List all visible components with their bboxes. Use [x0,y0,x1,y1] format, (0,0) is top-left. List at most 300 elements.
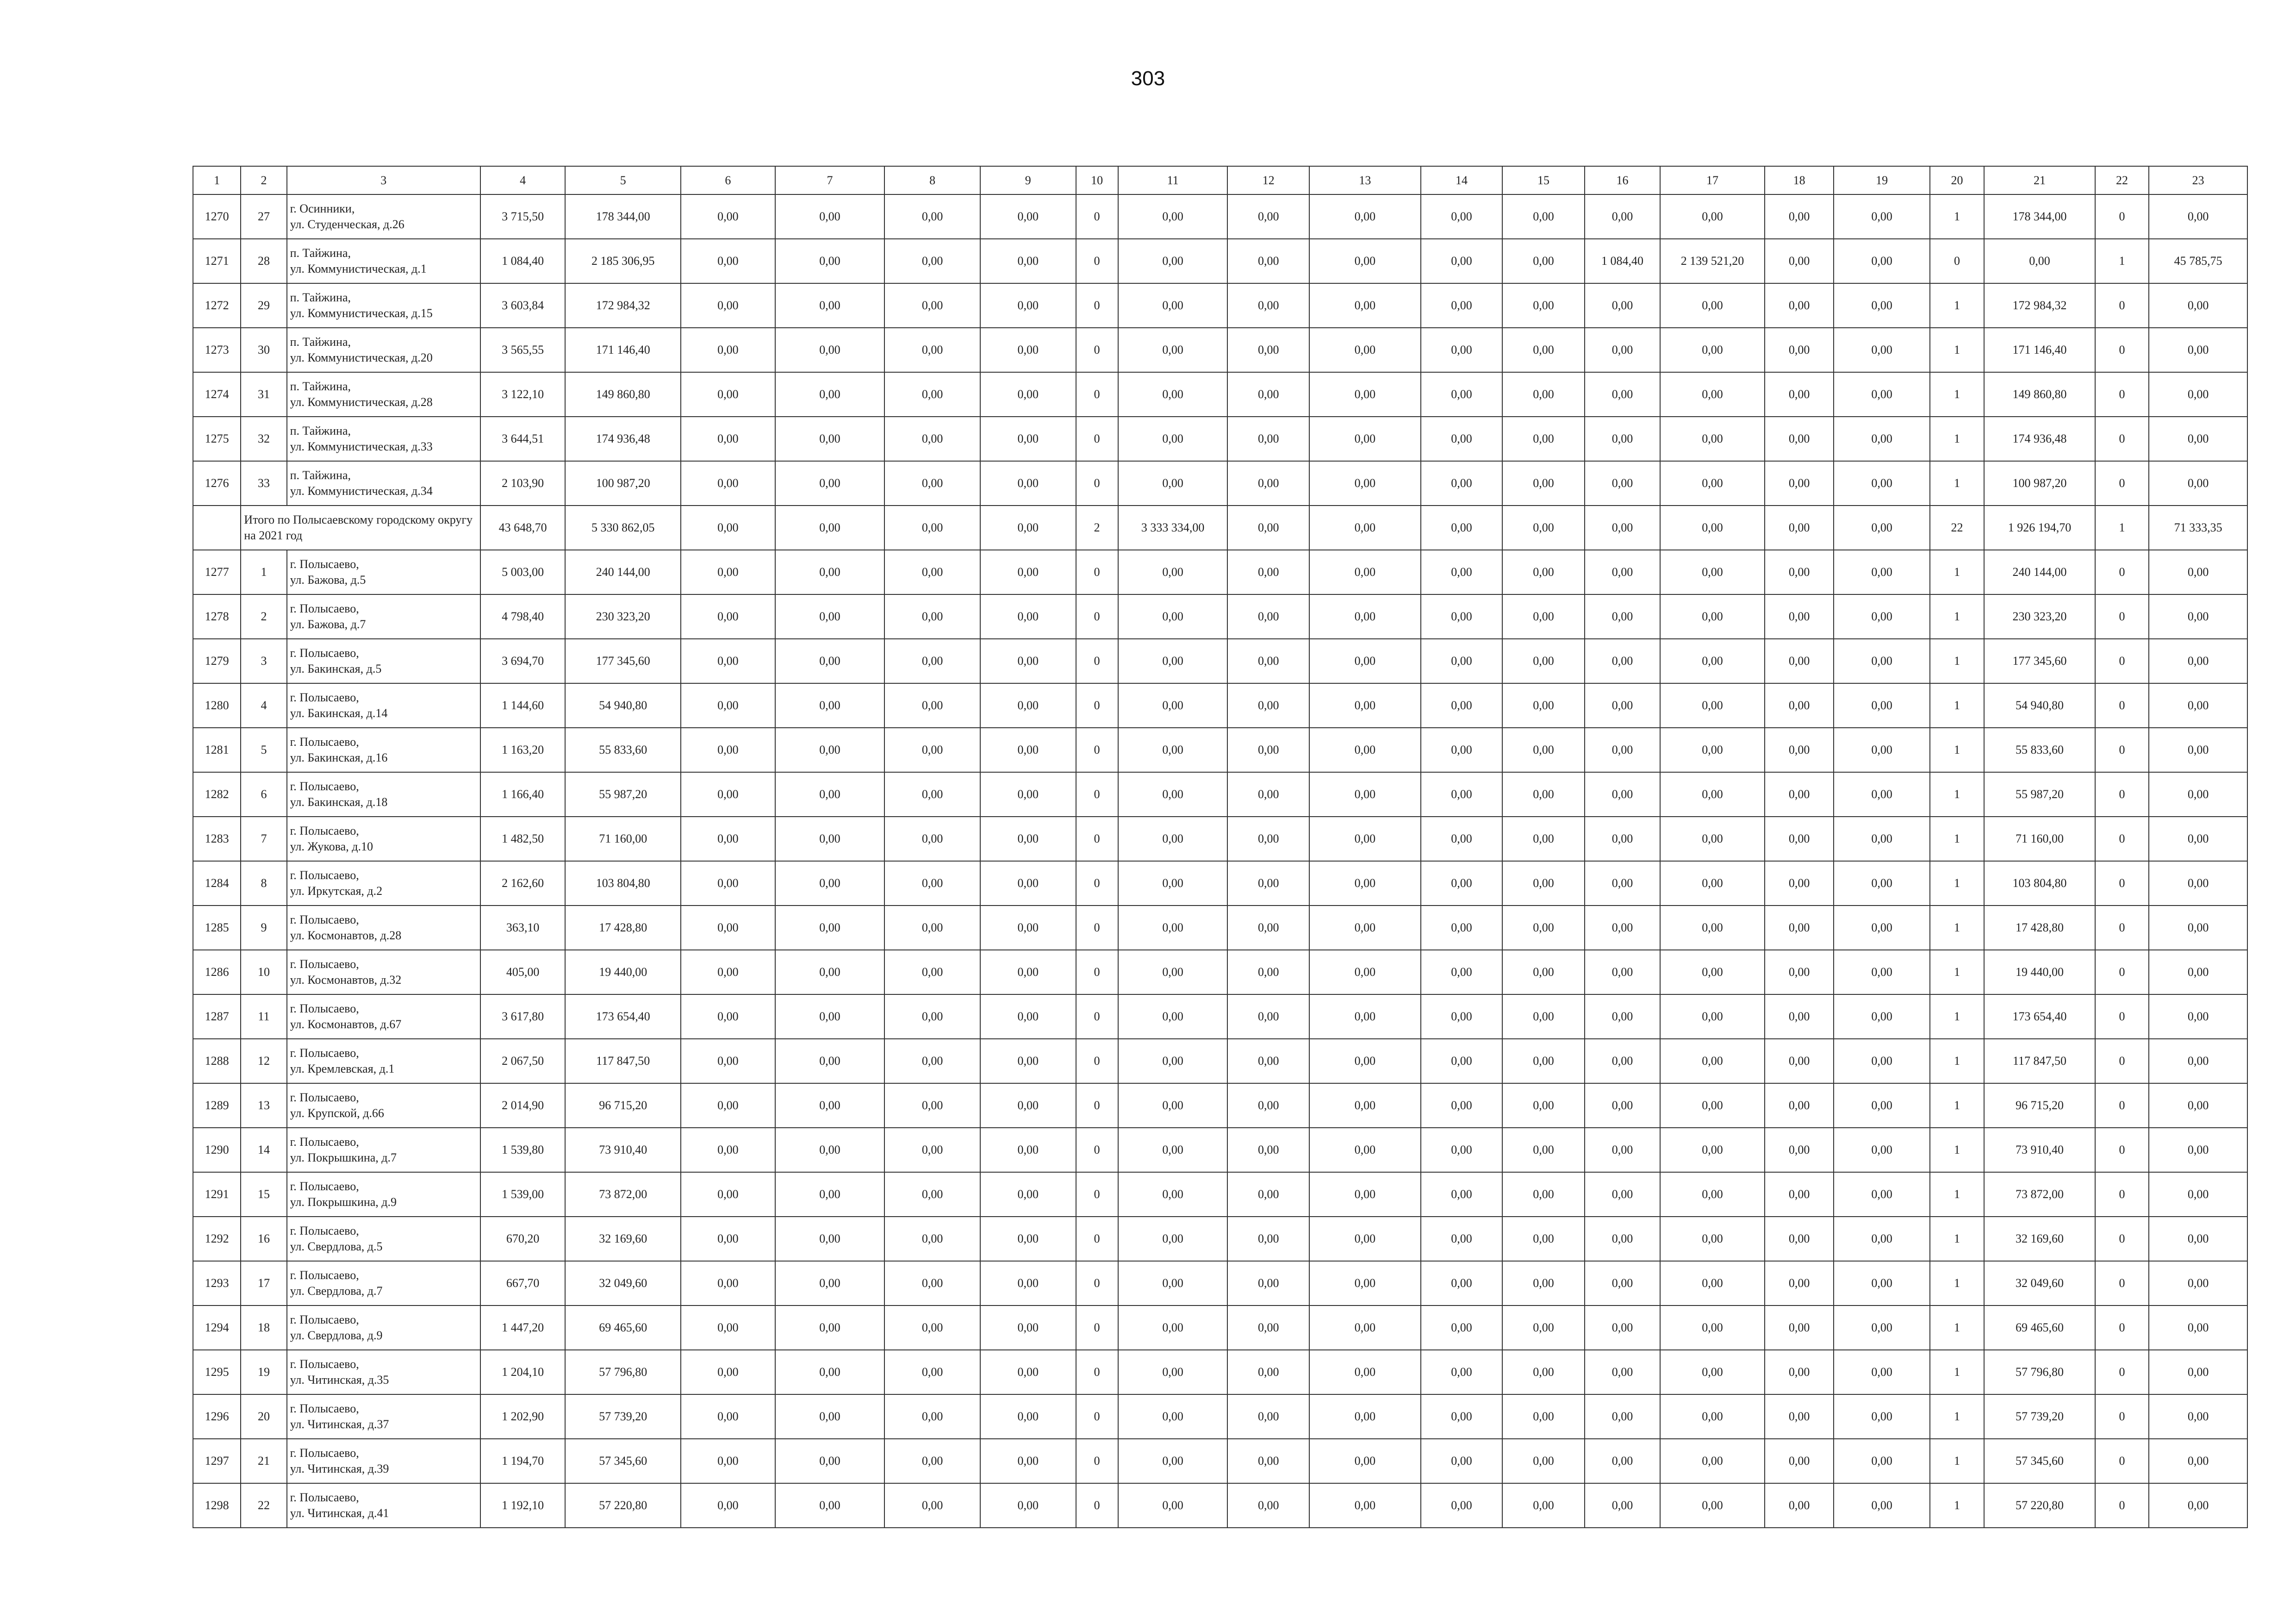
table-cell: 5 003,00 [480,550,566,594]
table-cell: 0,00 [1660,1394,1765,1439]
table-cell: 0,00 [1834,906,1930,950]
table-cell: 55 987,20 [565,772,681,817]
table-cell: 0,00 [1421,772,1503,817]
table-cell: 0,00 [2149,1394,2247,1439]
table-cell: 0,00 [1118,194,1228,239]
table-cell: 0,00 [1660,1305,1765,1350]
table-cell: 0,00 [1309,639,1421,683]
table-cell: 0,00 [1502,461,1585,506]
column-header: 17 [1660,166,1765,194]
table-cell: 0,00 [1585,906,1660,950]
table-cell: 13 [241,1083,286,1128]
table-cell: 31 [241,372,286,417]
table-cell: 0,00 [1421,1083,1503,1128]
table-row [193,594,2247,639]
table-cell: 1285 [193,906,241,950]
table-cell: 0,00 [1309,1350,1421,1394]
table-cell: 0,00 [1502,1439,1585,1483]
table-cell: 0,00 [775,817,885,861]
table-cell: 0,00 [1660,283,1765,328]
address-line: г. Полысаево, [290,1002,359,1015]
table-cell: 0,00 [1421,1172,1503,1217]
table-cell: 0,00 [2149,328,2247,372]
table-cell: 0,00 [775,594,885,639]
table-cell: 0,00 [775,772,885,817]
table-cell: 0,00 [1502,906,1585,950]
table-cell: 240 144,00 [565,550,681,594]
address-line: г. Полысаево, [290,1313,359,1326]
table-cell: 0,00 [2149,1483,2247,1528]
total-cell: 0,00 [775,506,885,550]
table-cell: 0,00 [1765,239,1834,283]
table-cell: 0,00 [681,1483,775,1528]
column-header: 2 [241,166,286,194]
table-cell: 0,00 [775,1083,885,1128]
table-cell: 0,00 [1421,328,1503,372]
table-cell: 0 [1076,772,1118,817]
table-row [193,1394,2247,1439]
table-cell: 57 739,20 [1984,1394,2095,1439]
table-cell: 0,00 [1585,639,1660,683]
table-cell: 178 344,00 [565,194,681,239]
table-cell: 0 [2095,906,2149,950]
table-row [193,994,2247,1039]
table-cell: 0,00 [2149,728,2247,772]
address-line: ул. Коммунистическая, д.28 [290,395,433,409]
table-cell: 0,00 [980,861,1076,906]
table-cell: 0,00 [2149,1261,2247,1305]
table-cell: 0,00 [980,283,1076,328]
table-cell: 0,00 [1834,861,1930,906]
table-cell: 0,00 [1227,239,1309,283]
column-header: 4 [480,166,566,194]
table-cell: 0,00 [1834,817,1930,861]
address-line: г. Полысаево, [290,1357,359,1371]
table-cell: 0,00 [1309,950,1421,994]
table-cell: 1 539,00 [480,1172,566,1217]
table-cell: 0 [1076,994,1118,1039]
table-row [193,906,2247,950]
address-line: г. Полысаево, [290,1446,359,1460]
table-cell: 0,00 [1227,1305,1309,1350]
table-cell: 0,00 [1118,1483,1228,1528]
table-cell: 0,00 [980,1394,1076,1439]
table-cell: 0,00 [1227,1128,1309,1172]
total-cell: 2 [1076,506,1118,550]
table-cell: 1 [1930,594,1984,639]
table-cell: 0 [2095,1483,2149,1528]
table-cell: 0,00 [1118,994,1228,1039]
table-cell: 0,00 [1118,728,1228,772]
table-cell: 0,00 [884,550,980,594]
table-cell: 0,00 [1227,906,1309,950]
table-cell: 0,00 [1118,550,1228,594]
address-line: ул. Коммунистическая, д.34 [290,484,433,498]
table-cell: 0,00 [1421,1439,1503,1483]
table-cell: 0,00 [1118,283,1228,328]
table-cell: 0,00 [1227,950,1309,994]
table-cell: 173 654,40 [1984,994,2095,1039]
total-cell: 0,00 [1585,506,1660,550]
table-cell: 0,00 [980,1350,1076,1394]
table-cell: 55 833,60 [1984,728,2095,772]
table-cell: 0,00 [1421,283,1503,328]
address-line: ул. Свердлова, д.7 [290,1284,383,1298]
table-cell: 0,00 [884,683,980,728]
address-cell [287,906,480,950]
column-header: 19 [1834,166,1930,194]
table-cell: 1297 [193,1439,241,1483]
table-cell: 0,00 [1421,994,1503,1039]
table-cell: 0 [2095,328,2149,372]
table-cell: 0,00 [1227,372,1309,417]
table-cell: 1274 [193,372,241,417]
table-cell: 0,00 [980,994,1076,1039]
page-number: 303 [1131,67,1165,90]
address-line: г. Полысаево, [290,735,359,749]
table-cell: 0,00 [681,594,775,639]
table-cell: 0,00 [980,817,1076,861]
address-cell [287,239,480,283]
table-cell: 1 [1930,1394,1984,1439]
table-cell: 0,00 [1502,1261,1585,1305]
table-cell: 171 146,40 [565,328,681,372]
table-cell: 174 936,48 [565,417,681,461]
table-cell: 0,00 [1834,283,1930,328]
address-cell [287,817,480,861]
table-cell: 103 804,80 [1984,861,2095,906]
table-cell: 0,00 [1834,639,1930,683]
table-cell: 28 [241,239,286,283]
column-header: 12 [1227,166,1309,194]
column-header: 7 [775,166,885,194]
table-cell: 0,00 [1309,1483,1421,1528]
table-cell: 0,00 [681,1305,775,1350]
table-cell: 0 [2095,683,2149,728]
table-cell: 1270 [193,194,241,239]
table-cell: 0,00 [1660,772,1765,817]
table-cell: 0 [1076,817,1118,861]
table-cell: 1283 [193,817,241,861]
table-cell: 0,00 [775,328,885,372]
address-line: г. Полысаево, [290,824,359,837]
table-cell: 0,00 [1502,1128,1585,1172]
table-cell: 0 [2095,1039,2149,1083]
table-cell: 0,00 [980,372,1076,417]
table-cell: 0,00 [1660,1261,1765,1305]
table-cell: 0,00 [1421,728,1503,772]
table-cell: 0,00 [775,461,885,506]
table-cell: 1 [2095,239,2149,283]
table-cell: 2 185 306,95 [565,239,681,283]
table-row [193,1261,2247,1305]
table-cell: 0,00 [1660,817,1765,861]
table-cell: 0,00 [884,1439,980,1483]
address-cell [287,639,480,683]
table-cell: 1 204,10 [480,1350,566,1394]
table-cell: 1 [1930,1261,1984,1305]
table-cell: 0,00 [1765,1261,1834,1305]
table-cell: 1 [1930,1128,1984,1172]
address-line: г. Полысаево, [290,557,359,571]
table-cell: 0,00 [1502,1394,1585,1439]
table-cell: 0,00 [1585,683,1660,728]
table-cell: 0,00 [884,1172,980,1217]
table-cell: 55 833,60 [565,728,681,772]
table-cell: 1 539,80 [480,1128,566,1172]
table-cell: 0,00 [2149,817,2247,861]
column-header: 1 [193,166,241,194]
table-row [193,817,2247,861]
table-cell: 0,00 [2149,594,2247,639]
table-cell: 0,00 [2149,1128,2247,1172]
address-line: г. Полысаево, [290,1491,359,1504]
table-cell: 0,00 [1309,1083,1421,1128]
table-cell: 0,00 [775,1305,885,1350]
column-header: 14 [1421,166,1503,194]
table-cell: 0,00 [2149,772,2247,817]
table-cell: 4 798,40 [480,594,566,639]
table-cell: 0,00 [1309,683,1421,728]
table-cell: 0,00 [1118,950,1228,994]
table-cell: 1 192,10 [480,1483,566,1528]
table-cell: 0 [2095,639,2149,683]
total-cell: 0,00 [1660,506,1765,550]
table-cell: 0,00 [1227,639,1309,683]
table-cell: 0 [1076,1083,1118,1128]
table-cell: 0,00 [1585,1128,1660,1172]
table-cell: 0,00 [2149,906,2247,950]
table-cell: 71 160,00 [565,817,681,861]
table-cell: 0,00 [980,1128,1076,1172]
table-cell: 3 617,80 [480,994,566,1039]
table-cell: 0,00 [1118,1439,1228,1483]
table-cell: 0 [1076,239,1118,283]
table-cell: 0,00 [884,950,980,994]
table-cell: 1 202,90 [480,1394,566,1439]
table-cell: 0,00 [1227,817,1309,861]
table-cell: 1291 [193,1172,241,1217]
table-cell: 0,00 [1834,194,1930,239]
address-line: ул. Читинская, д.39 [290,1462,389,1475]
table-cell: 0,00 [1585,1172,1660,1217]
table-cell: 1295 [193,1350,241,1394]
table-cell: 0,00 [1502,950,1585,994]
table-cell: 1 166,40 [480,772,566,817]
table-cell: 0 [1076,1439,1118,1483]
table-cell: 0,00 [1421,906,1503,950]
address-line: ул. Бакинская, д.18 [290,795,388,809]
table-cell: 0 [2095,1172,2149,1217]
table-cell: 57 345,60 [1984,1439,2095,1483]
table-cell: 0,00 [884,1083,980,1128]
table-cell: 0,00 [884,239,980,283]
table-cell: 1287 [193,994,241,1039]
address-cell [287,1394,480,1439]
total-cell: 5 330 862,05 [565,506,681,550]
table-cell: 0,00 [1118,461,1228,506]
table-cell: 0,00 [1118,1394,1228,1439]
table-cell: 0 [2095,772,2149,817]
column-header: 9 [980,166,1076,194]
table-cell: 0,00 [1502,239,1585,283]
table-cell: 0,00 [1765,594,1834,639]
table-cell: 0 [2095,550,2149,594]
table-cell: 0 [2095,283,2149,328]
address-line: ул. Читинская, д.35 [290,1373,389,1387]
total-cell: 0,00 [980,506,1076,550]
table-row [193,283,2247,328]
table-cell: 73 872,00 [1984,1172,2095,1217]
address-cell [287,372,480,417]
column-header: 10 [1076,166,1118,194]
table-cell: 0 [1076,950,1118,994]
table-cell: 57 220,80 [565,1483,681,1528]
table-cell: 0,00 [1309,1305,1421,1350]
table-cell: 0,00 [1118,1217,1228,1261]
address-line: ул. Читинская, д.37 [290,1418,389,1431]
table-cell: 0,00 [1585,817,1660,861]
table-cell: 0,00 [1309,817,1421,861]
table-cell: 0 [2095,1217,2149,1261]
address-line: ул. Бакинская, д.16 [290,751,388,764]
table-cell: 0,00 [1118,1261,1228,1305]
table-cell: 172 984,32 [565,283,681,328]
table-cell: 0,00 [1765,1217,1834,1261]
column-header: 16 [1585,166,1660,194]
address-cell [287,328,480,372]
table-cell: 0,00 [1421,1039,1503,1083]
table-cell: 1 [1930,817,1984,861]
table-cell: 0,00 [1765,1483,1834,1528]
table-cell: 0,00 [1421,372,1503,417]
address-line: ул. Свердлова, д.5 [290,1240,383,1253]
table-cell: 0 [2095,194,2149,239]
table-cell: 0,00 [1502,728,1585,772]
table-cell: 0,00 [1660,194,1765,239]
table-cell: 230 323,20 [1984,594,2095,639]
table-cell: 2 103,90 [480,461,566,506]
table-cell: 0,00 [1834,1350,1930,1394]
table-cell: 0,00 [775,728,885,772]
table-cell: 0,00 [1227,1172,1309,1217]
table-cell: 0,00 [1502,683,1585,728]
table-cell: 0,00 [1502,817,1585,861]
address-cell [287,594,480,639]
table-cell: 0,00 [681,950,775,994]
table-cell: 10 [241,950,286,994]
table-cell: 19 440,00 [1984,950,2095,994]
address-line: ул. Коммунистическая, д.15 [290,306,433,320]
table-cell: 0,00 [1502,1172,1585,1217]
table-row [193,950,2247,994]
table-cell: 0,00 [1834,461,1930,506]
table-cell: 0,00 [1765,950,1834,994]
table-cell: 1273 [193,328,241,372]
table-cell: 0,00 [1421,1305,1503,1350]
table-cell: 2 162,60 [480,861,566,906]
table-cell: 0,00 [1765,550,1834,594]
table-cell: 1 [1930,1172,1984,1217]
table-cell: 0,00 [1765,906,1834,950]
table-cell: 0,00 [1421,194,1503,239]
table-cell: 15 [241,1172,286,1217]
table-cell: 0,00 [1585,994,1660,1039]
table-cell: 0,00 [884,728,980,772]
table-cell: 0 [1930,239,1984,283]
address-cell [287,1039,480,1083]
table-cell: 0,00 [681,772,775,817]
address-line: ул. Бакинская, д.14 [290,706,388,720]
table-cell: 0,00 [1660,1172,1765,1217]
table-cell: 0 [1076,906,1118,950]
table-cell: 0,00 [1309,1039,1421,1083]
address-cell [287,1128,480,1172]
column-header: 20 [1930,166,1984,194]
table-cell: 1 [1930,1439,1984,1483]
address-line: ул. Иркутская, д.2 [290,884,383,898]
table-cell: 0,00 [1765,417,1834,461]
address-line: ул. Бажова, д.7 [290,618,366,631]
address-line: ул. Жукова, д.10 [290,840,373,853]
table-cell: 0,00 [1765,1439,1834,1483]
table-cell: 1 [1930,1350,1984,1394]
table-cell: 0,00 [681,239,775,283]
table-cell: 0,00 [1227,461,1309,506]
table-cell: 1275 [193,417,241,461]
table-cell: 0,00 [1660,594,1765,639]
address-line: г. Осинники, [290,202,355,215]
table-cell: 0,00 [1834,1217,1930,1261]
table-cell: 0,00 [1585,950,1660,994]
table-cell: 0,00 [1118,594,1228,639]
table-cell: 0,00 [1118,906,1228,950]
table-cell: 0,00 [1227,1350,1309,1394]
table-cell: 0,00 [1309,1172,1421,1217]
table-cell: 0,00 [1585,194,1660,239]
table-cell: 0,00 [2149,1305,2247,1350]
table-cell: 32 [241,417,286,461]
table-cell: 0 [1076,861,1118,906]
table-cell: 0,00 [2149,994,2247,1039]
table-cell: 0 [2095,461,2149,506]
table-cell: 0,00 [1309,328,1421,372]
table-cell: 0,00 [681,1172,775,1217]
table-cell: 0,00 [1765,1394,1834,1439]
table-cell: 0,00 [1660,639,1765,683]
column-header: 8 [884,166,980,194]
table-cell: 0,00 [1660,1083,1765,1128]
table-cell: 0,00 [1118,861,1228,906]
table-cell: 0,00 [884,1350,980,1394]
address-cell [287,550,480,594]
table-cell: 0,00 [2149,683,2247,728]
table-cell: 0,00 [681,1350,775,1394]
table-cell: 0,00 [681,683,775,728]
table-cell: 0,00 [980,772,1076,817]
table-row [193,1483,2247,1528]
table-cell: 0,00 [1834,728,1930,772]
table-cell: 0,00 [980,550,1076,594]
address-cell [287,1305,480,1350]
table-cell: 0,00 [1118,1172,1228,1217]
table-row [193,1305,2247,1350]
table-cell: 1 [241,550,286,594]
table-cell: 0,00 [1660,683,1765,728]
table-cell: 405,00 [480,950,566,994]
table-cell: 0,00 [1502,639,1585,683]
table-cell: 11 [241,994,286,1039]
